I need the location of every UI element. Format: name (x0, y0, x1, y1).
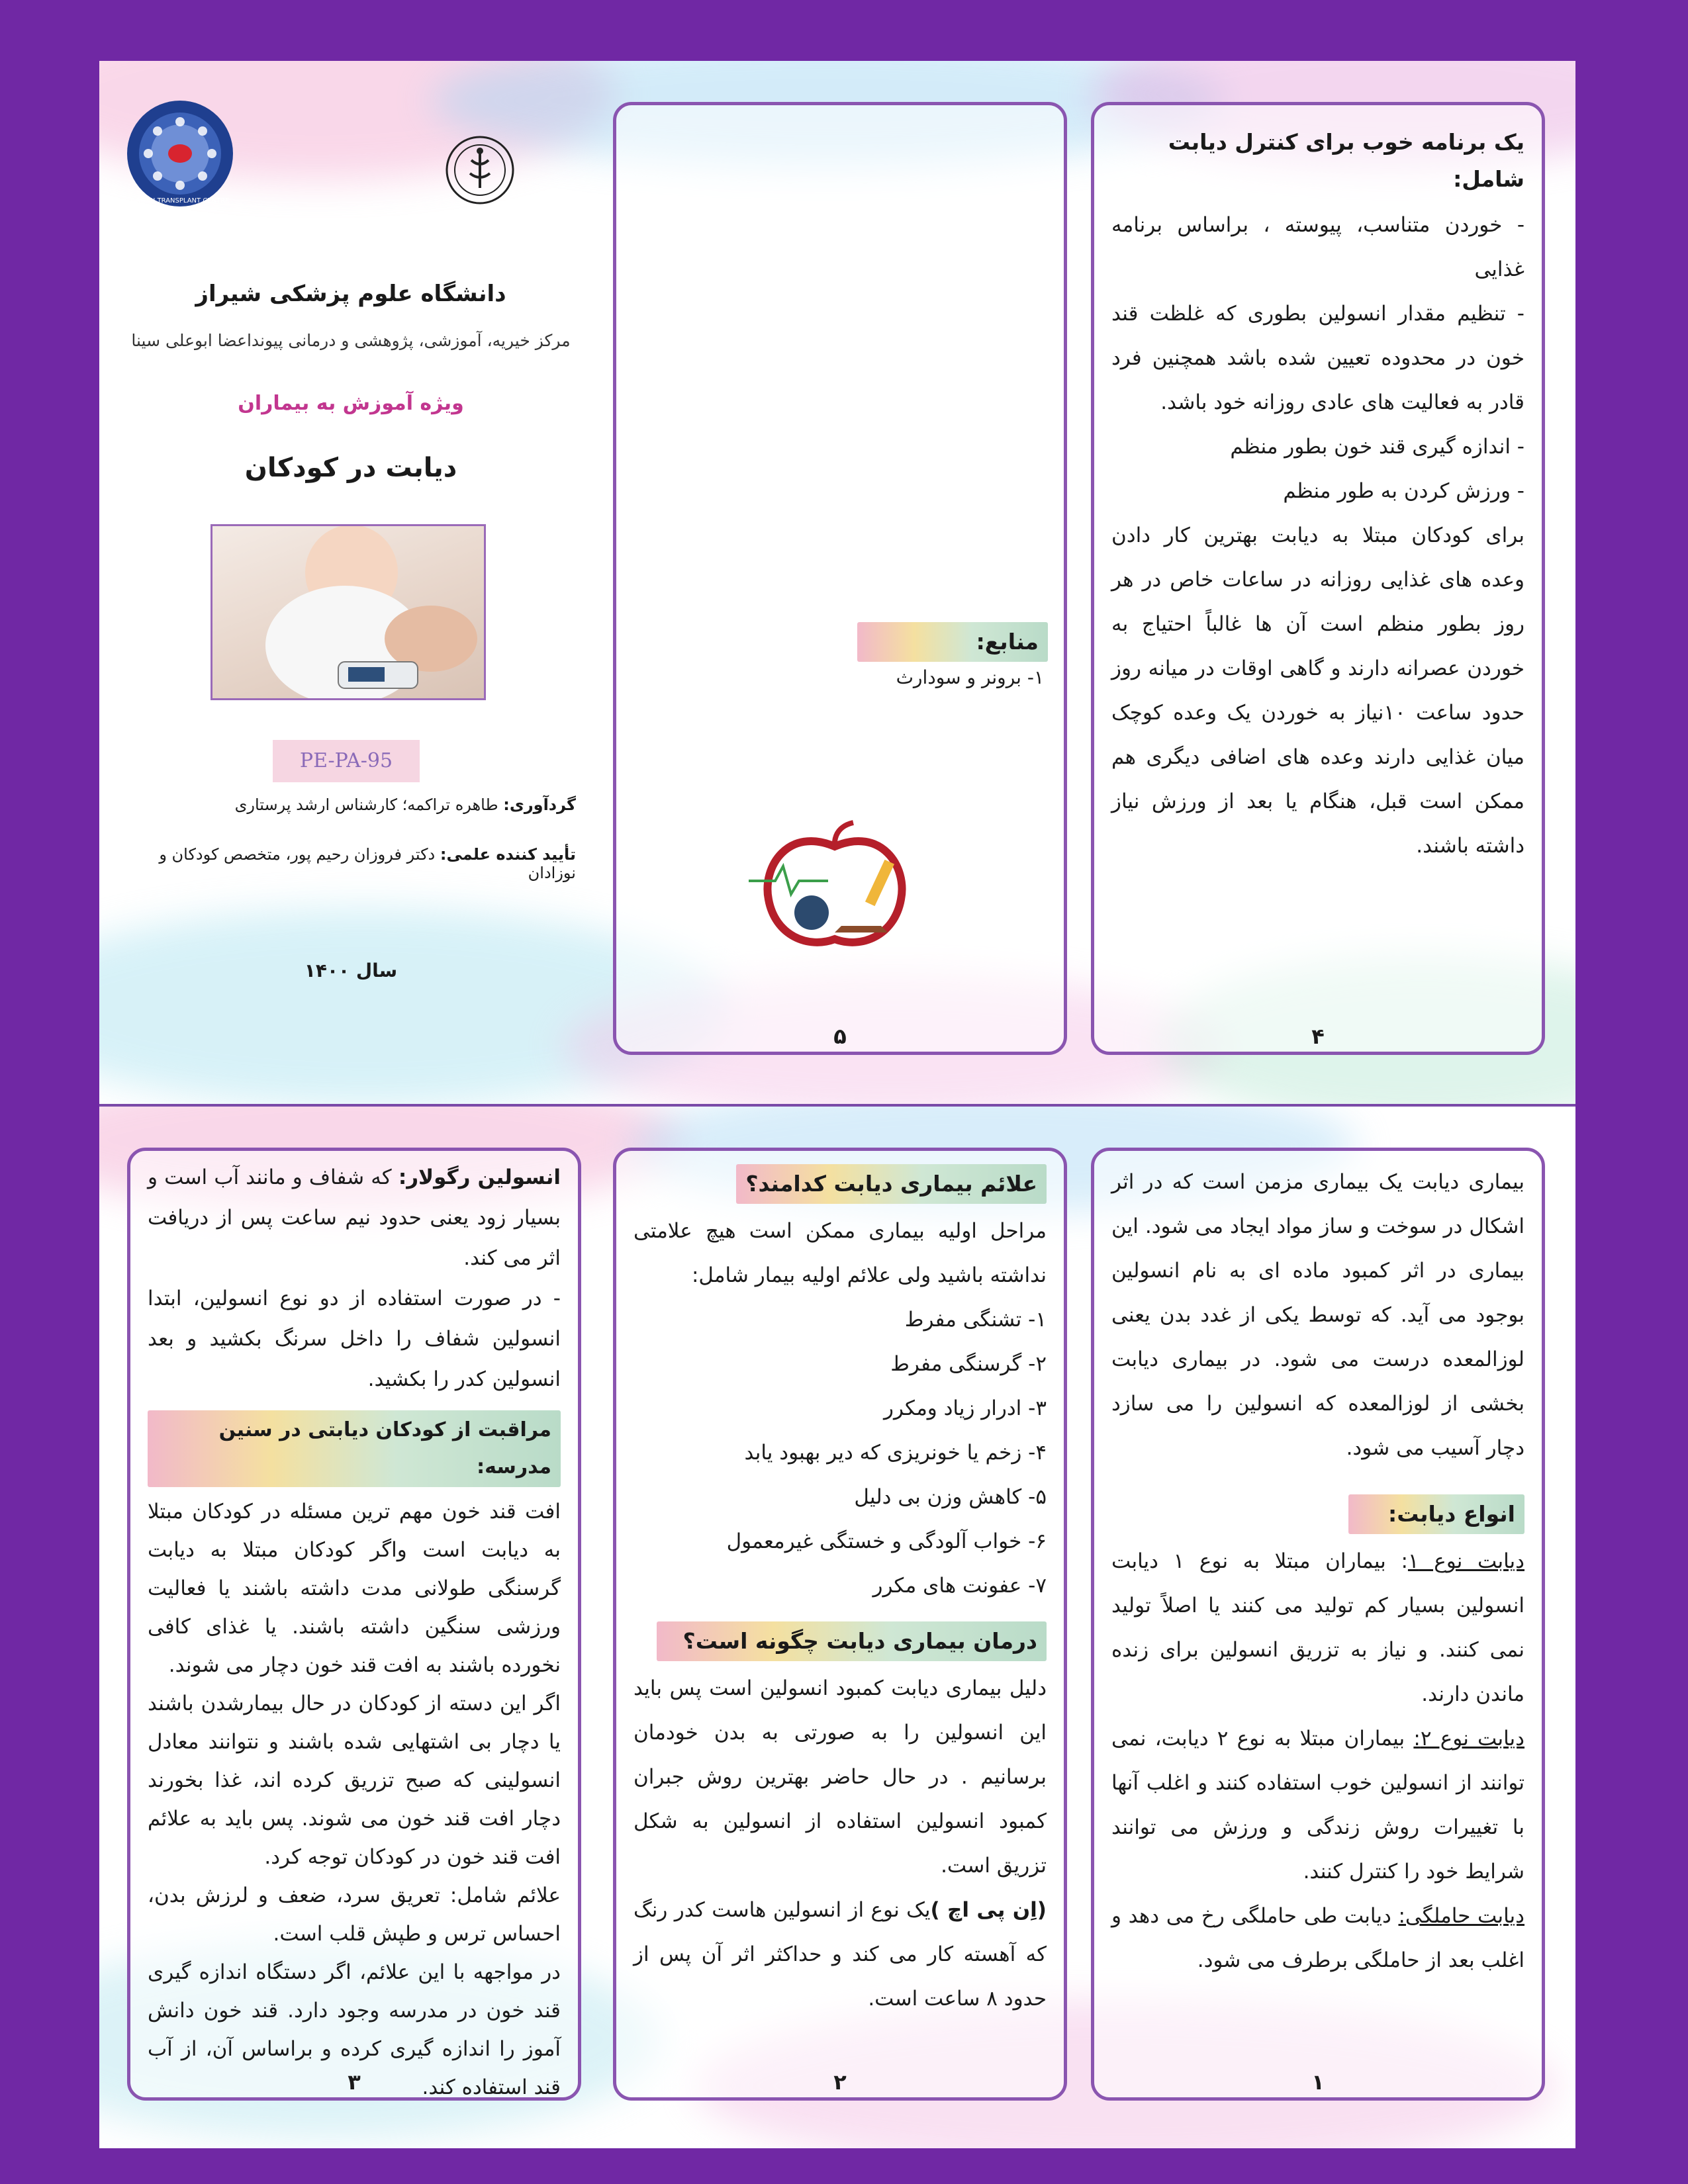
type-1-label: دیابت نوع ۱ (1407, 1549, 1524, 1573)
nph-insulin-paragraph (633, 1888, 1047, 2021)
nph-label: (اِن پی اچ ) (930, 1898, 1047, 1922)
school-care-heading (148, 1406, 561, 1492)
mixing-insulin-paragraph: - در صورت استفاده از دو نوع انسولین، ابتدا انسولین شفاف را داخل سرنگ بکشید و بعد انسولین کدر را بکشید. (148, 1287, 561, 1391)
program-item-3: - اندازه گیری قند خون بطور منظم (1230, 435, 1524, 459)
types-title: انواع دیابت: (1348, 1494, 1524, 1534)
svg-text:ORGAN TRANSPLANT CENTRE: ORGAN TRANSPLANT CENTRE (130, 197, 230, 205)
center-name: مرکز خیریه، آموزشی، پژوهشی و درمانی پیونداعضا ابوعلی سینا (131, 331, 571, 350)
regular-insulin-label: انسولین رگولار: (398, 1165, 561, 1189)
regular-insulin-paragraph (148, 1158, 561, 1279)
compiler-label: گردآوری: (503, 796, 576, 814)
page-4-panel (1091, 102, 1545, 1055)
document-code: PE-PA-95 (273, 740, 420, 782)
page-1-panel (1091, 1148, 1545, 2101)
type-2-text: بیماران مبتلا به نوع ۲ دیابت، نمی توانند از انسولین خوب استفاده کنند و اغلب آنها با تغییرات روش زندگی و ورزش می توانند شرایط خود را کنترل کنند. (1111, 1727, 1524, 1884)
university-name: دانشگاه علوم پزشکی شیراز (195, 281, 506, 307)
treatment-title: درمان بیماری دیابت چگونه است؟ (657, 1621, 1047, 1661)
school-care-paragraph-4: در مواجهه با این علائم، اگر دستگاه اندازه گیری قند خون در مدرسه وجود دارد. قند خون دانش آموز را اندازه گیری کرده و براساس آن، از آب قند استفاده کند. (148, 1960, 561, 2099)
symptom-item: ۱- تشنگی مفرط (904, 1308, 1047, 1332)
school-care-paragraph-1: افت قند خون مهم ترین مسئله در کودکان مبتلا به دیابت است واگر کودکان مبتلا به دیابت گرسنگی طولانی مدت داشته باشند یا فعالیت ورزشی سنگین داشته باشند. یا غذای کافی نخورده باشند به افت قند خون دچار می شوند. (148, 1500, 561, 1677)
type-1-text: : بیماران مبتلا به نوع ۱ دیابت انسولین بسیار کم تولید می کنند یا اصلاً تولید نمی کنند. و نیاز به تزریق انسولین برای زنده ماندن دارند. (1111, 1549, 1524, 1706)
school-care-paragraph-3: علائم شامل: تعریق سرد، ضعف و لرزش بدن، احساس ترس و طپش قلب است. (148, 1884, 561, 1946)
approver-label: تأیید کننده علمی: (440, 845, 576, 864)
compiler-line (113, 796, 576, 814)
child-photo-illustration-icon (212, 526, 484, 698)
shiraz-university-logo-icon (444, 134, 516, 206)
page-number-1: ۱ (1311, 2070, 1325, 2095)
approver-line (113, 845, 576, 882)
type-2-label: دیابت نوع ۲: (1413, 1727, 1524, 1751)
school-care-title: مراقبت از کودکان دیابتی در سنین مدرسه: (148, 1410, 561, 1487)
sources-title: منابع: (857, 622, 1048, 662)
treatment-heading (633, 1617, 1047, 1666)
compiler-name: طاهره تراکمه؛ کارشناس ارشد پرستاری (234, 796, 498, 814)
treatment-paragraph: دلیل بیماری دیابت کمبود انسولین است پس باید این انسولین را به صورتی به بدن خودمان برسانیم . در حال حاضر بهترین روش جبران کمبود انسولین استفاده از انسولین به شکل تزریق است. (633, 1676, 1047, 1878)
gestational-label: دیابت حاملگی: (1398, 1904, 1524, 1928)
page-3-panel (127, 1148, 581, 2101)
symptom-item: ۶- خواب آلودگی و خستگی غیرمعمول (726, 1529, 1047, 1553)
gestational-paragraph (1111, 1894, 1524, 1983)
symptoms-list (633, 1298, 1047, 1608)
type-1-paragraph (1111, 1539, 1524, 1717)
brochure-inner-side (99, 1107, 1575, 2148)
children-meal-paragraph: برای کودکان مبتلا به دیابت بهترین کار دادن وعده های غذایی روزانه در ساعات خاص در هر روز بطور منظم است آن ها غالباً احتیاج به خوردن عصرانه دارند و گاهی اوقات در میانه روز حدود ساعت ۱۰نیاز به خوردن یک وعده کوچک میان غذایی دارند وعده های اضافی دیگری هم ممکن است قبل، هنگام یا بعد از ورزش نیاز داشته باشند. (1111, 523, 1524, 858)
diabetes-program-title: یک برنامه خوب برای کنترل دیابت شامل: (1168, 129, 1524, 192)
page-number-3: ۳ (348, 2070, 361, 2095)
brochure-title: دیابت در کودکان (244, 453, 457, 483)
program-item-1: - خوردن متناسب، پیوسته ، براساس برنامه غذایی (1111, 213, 1524, 281)
page-2-panel (613, 1148, 1067, 2101)
sources-item: ۱- برونر و سودارث (896, 666, 1044, 688)
tagline: ویژه آموزش به بیماران (238, 392, 464, 415)
program-item-2: - تنظیم مقدار انسولین بطوری که غلظت قند خون در محدوده تعیین شده باشد همچنین فرد قادر به فعالیت های عادی روزانه خود باشد. (1111, 302, 1524, 414)
school-care-paragraph-2: اگر این دسته از کودکان در حال بیمارشدن باشند یا دچار بی اشتهایی شده باشند و نتوانند معادل انسولینی که صبح تزریق کرده اند، غذا بخورند دچار افت قند خون می شوند. پس باید به علائم افت قند خون در کودکان توجه کرد. (148, 1692, 561, 1869)
cover-panel (99, 61, 602, 1107)
symptom-item: ۵- کاهش وزن بی دلیل (854, 1485, 1047, 1509)
regular-insulin-text: که شفاف و مانند آب است و بسیار زود یعنی حدود نیم ساعت پس از دریافت اثر می کند. (148, 1165, 561, 1270)
symptoms-heading (633, 1160, 1047, 1209)
nph-text: یک نوع از انسولین هاست کدر رنگ که آهسته کار می کند و حداکثر اثر آن پس از حدود ۸ ساعت است. (633, 1898, 1047, 2011)
page-number-5: ۵ (833, 1024, 847, 1049)
page-number-2: ۲ (833, 2070, 847, 2095)
program-item-4: - ورزش کردن به طور منظم (1283, 479, 1524, 503)
symptom-item: ۴- زخم یا خونریزی که دیر بهبود یابد (744, 1441, 1047, 1465)
types-heading (1111, 1490, 1524, 1539)
page-number-4: ۴ (1311, 1024, 1325, 1049)
transplant-center-logo-icon (126, 99, 235, 208)
publication-year: سال ۱۴۰۰ (304, 960, 398, 981)
symptoms-intro: مراحل اولیه بیماری ممکن است هیچ علامتی نداشته باشید ولی علائم اولیه بیمار شامل: (633, 1219, 1047, 1287)
type-2-paragraph (1111, 1717, 1524, 1894)
page-5-panel (613, 102, 1067, 1055)
gestational-text: دیابت طی حاملگی رخ می دهد و اغلب بعد از حاملگی برطرف می شود. (1111, 1904, 1524, 1972)
child-glucose-test-photo (211, 524, 486, 700)
symptom-item: ۲- گرسنگی مفرط (890, 1352, 1047, 1376)
sources-heading (857, 618, 1048, 667)
diabetes-intro-paragraph: بیماری دیابت یک بیماری مزمن است که در اثر اشکال در سوخت و ساز مواد ایجاد می شود. این بیماری در اثر کمبود ماده ای به نام انسولین بوجود می آید. که توسط یکی از غدد بدن یعنی لوزالمعده درست می شود. در بیماری دیابت بخشی از لوزالمعده که انسولین را می سازد دچار آسیب می شود. (1111, 1170, 1524, 1460)
symptom-item: ۳- ادرار زیاد ومکرر (884, 1396, 1047, 1420)
approver-name: دکتر فروزان رحیم پور، متخصص کودکان و نوزادان (159, 845, 576, 882)
symptom-item: ۷- عفونت های مکرر (872, 1574, 1047, 1598)
symptoms-title: علائم بیماری دیابت کدامند؟ (736, 1164, 1047, 1204)
apple-education-logo-icon (749, 820, 921, 952)
brochure-outer-side (99, 61, 1575, 1107)
